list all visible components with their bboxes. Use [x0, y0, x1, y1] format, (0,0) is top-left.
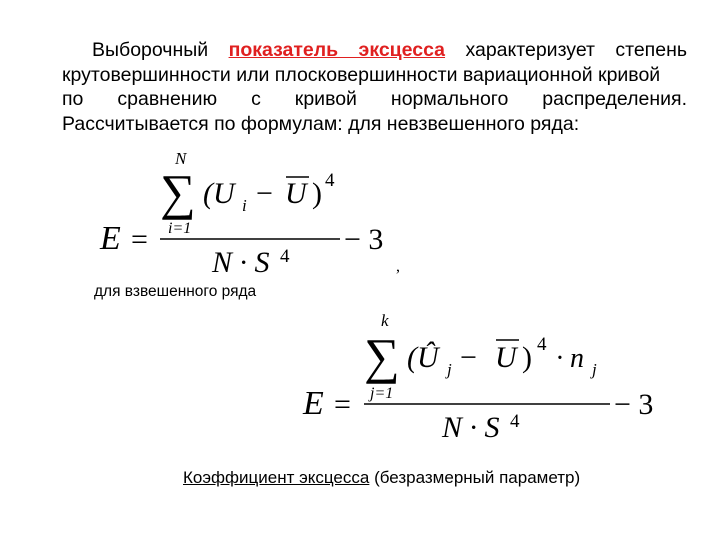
paragraph-line-4: Рассчитывается по формулам: для невзвешенного ряда: — [62, 112, 580, 135]
formula-unweighted — [99, 149, 400, 279]
formula2-ubar: U — [495, 341, 517, 374]
term-highlight: показатель эксцесса — [228, 39, 446, 61]
bottom-caption — [183, 468, 580, 488]
bottom-caption-rest: (безразмерный параметр) — [369, 468, 581, 487]
formula2-power: 4 — [537, 334, 547, 355]
bottom-caption-term: Коэффициент эксцесса — [183, 468, 370, 487]
formula1-minus-three: − 3 — [344, 223, 384, 256]
formula2-equals: = — [334, 388, 351, 421]
formula2-subscript-j: j — [447, 360, 452, 379]
formula2-lhs: E — [303, 385, 324, 422]
formula1-ubar: U — [285, 177, 307, 210]
formula1-den-power: 4 — [280, 246, 290, 267]
paragraph-text: характеризует степень — [465, 39, 687, 61]
paragraph-line-2: крутовершинности или плосковершинности вариационной кривой — [62, 63, 661, 86]
formula2-denominator: N · S — [442, 411, 500, 444]
formula1-sum-upper: N — [175, 149, 187, 168]
formula1-denominator: N · S — [212, 246, 270, 279]
formula1-minus: − — [256, 177, 273, 210]
formula1-numerator: (U — [203, 177, 235, 210]
formula2-times-n: · n — [556, 343, 584, 374]
formula2-close-paren: ) — [522, 341, 532, 374]
formula1-close-paren: ) — [312, 177, 322, 210]
formula1-sum-lower: i=1 — [168, 220, 192, 237]
formula2-den-power: 4 — [510, 411, 520, 432]
formula2-sum-upper: k — [381, 311, 389, 330]
formula2-numerator: (Û — [407, 341, 439, 374]
formula1-equals: = — [131, 223, 148, 256]
formula2-minus-three: − 3 — [614, 388, 654, 421]
weighted-caption: для взвешенного ряда — [94, 283, 257, 300]
formula1-subscript-i: i — [242, 196, 247, 215]
formula2-sigma: ∑ — [364, 328, 400, 384]
formula-weighted — [302, 311, 653, 444]
formula1-lhs: E — [100, 220, 121, 257]
formula2-sum-lower: j=1 — [370, 385, 394, 402]
formula2-subscript-j2: j — [592, 360, 597, 379]
formula1-sigma: ∑ — [160, 164, 196, 220]
paragraph-text: Выборочный — [92, 39, 209, 61]
formula1-power: 4 — [325, 170, 335, 191]
formula1-comma: , — [396, 258, 400, 275]
paragraph-line-3: по сравнению с кривой нормального распределения. — [62, 88, 687, 110]
formula2-minus: − — [460, 341, 477, 374]
